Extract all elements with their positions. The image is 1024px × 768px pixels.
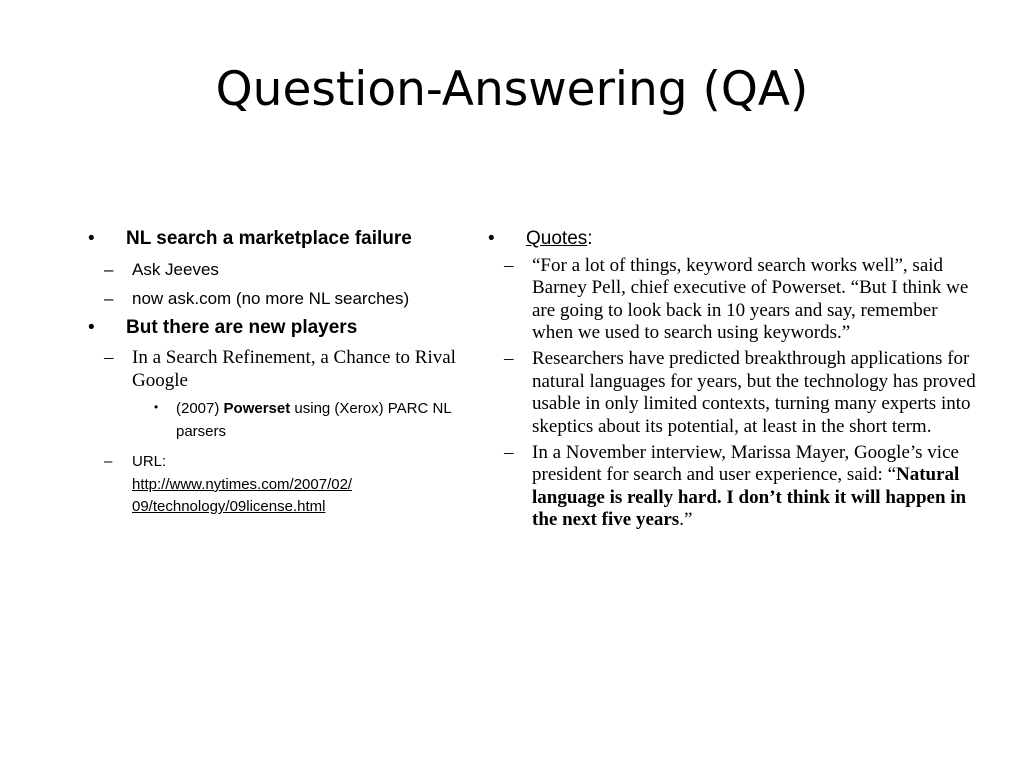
quotes-heading bbox=[526, 228, 593, 249]
bullet-dot-icon: • bbox=[88, 316, 95, 338]
bullet-dot-icon: • bbox=[154, 400, 159, 415]
quote-text: Researchers have predicted breakthrough applications for natural languages for years, but the technology has proved usable in only limited contexts, turning many experts into skeptics about its potential, at least in the short term. bbox=[532, 348, 976, 437]
bullet-text: But there are new players bbox=[126, 316, 358, 338]
dash-icon: – bbox=[504, 442, 514, 464]
powerset-suffix: using (Xerox) PARC NL parsers bbox=[176, 400, 452, 440]
dash-icon: – bbox=[104, 288, 114, 308]
bullet-dot-icon: • bbox=[488, 228, 495, 249]
dash-icon: – bbox=[104, 453, 113, 471]
sub-sub-bullet-powerset bbox=[88, 398, 468, 443]
quote-prefix: In a November interview, Marissa Mayer, Google’s vice president for search and user experience, said: “ bbox=[532, 442, 959, 486]
bullet-quotes bbox=[488, 228, 978, 251]
quotes-heading-text: Quotes bbox=[526, 228, 588, 249]
sub-bullet-search-refinement bbox=[88, 347, 468, 392]
nytimes-link[interactable] bbox=[132, 474, 468, 519]
sub-bullet-ask-com bbox=[88, 288, 468, 311]
quote-barney-pell bbox=[488, 255, 978, 345]
sub-bullet-text: In a Search Refinement, a Chance to Rival Google bbox=[132, 347, 456, 391]
quote-suffix: .” bbox=[679, 509, 693, 531]
dash-icon: – bbox=[504, 254, 514, 276]
right-column bbox=[488, 228, 978, 536]
quote-researchers bbox=[488, 348, 978, 438]
quote-bold: Natural language is really hard. I don’t think it will happen in the next five years bbox=[532, 464, 967, 531]
quote-text: “For a lot of things, keyword search works well”, said Barney Pell, chief executive of Powerset. “But I think we are going to look back in 10 years and say, remember when we used to search using keywords.” bbox=[532, 254, 969, 344]
url-line-2: 09/technology/09license.html bbox=[132, 498, 326, 516]
dash-icon: – bbox=[104, 259, 114, 279]
bullet-dot-icon: • bbox=[88, 228, 95, 249]
dash-icon: – bbox=[504, 348, 514, 370]
sub-bullet-url bbox=[88, 451, 468, 519]
bullet-nl-search-failure bbox=[88, 228, 468, 251]
sub-bullet-text: now ask.com (no more NL searches) bbox=[132, 288, 410, 308]
powerset-name: Powerset bbox=[223, 400, 291, 418]
url-line-1: http://www.nytimes.com/2007/02/ bbox=[132, 475, 353, 493]
sub-bullet-ask-jeeves bbox=[88, 259, 468, 282]
quote-marissa-mayer bbox=[488, 442, 978, 532]
url-label: URL: bbox=[132, 453, 167, 471]
left-column bbox=[88, 228, 468, 525]
slide-title: Question-Answering (QA) bbox=[215, 62, 809, 117]
dash-icon: – bbox=[104, 347, 114, 369]
powerset-prefix: (2007) bbox=[176, 400, 224, 418]
sub-bullet-text: Ask Jeeves bbox=[132, 259, 219, 279]
quotes-heading-colon: : bbox=[587, 228, 593, 249]
bullet-text: NL search a marketplace failure bbox=[126, 228, 412, 249]
bullet-new-players bbox=[88, 317, 468, 340]
